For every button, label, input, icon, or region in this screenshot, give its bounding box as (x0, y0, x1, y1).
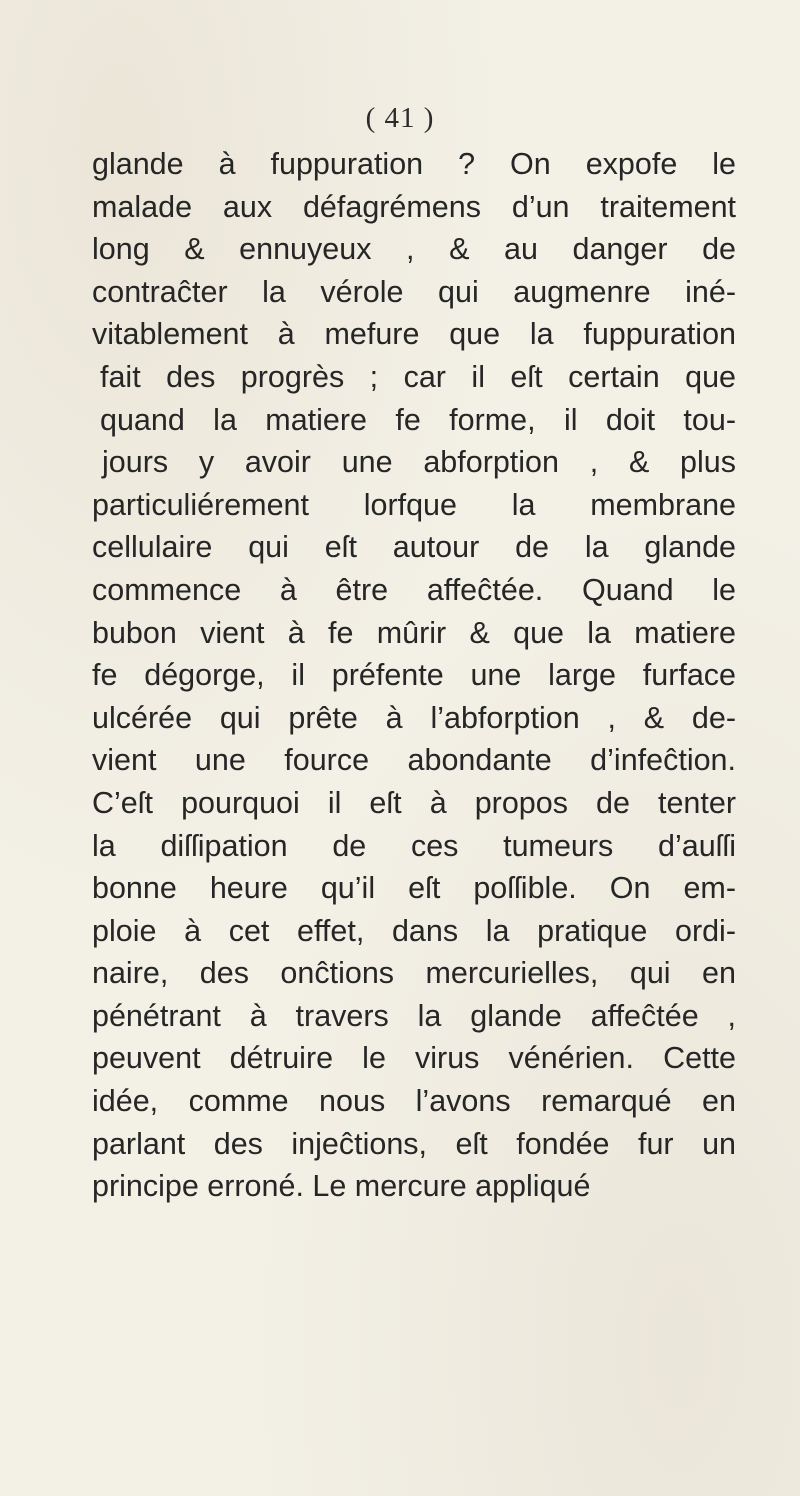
page-number: ( 41 ) (365, 102, 435, 134)
text-line: bubon vient à fe mûrir & que la matiere (92, 615, 736, 650)
text-line: naire, des onĉtions mercurielles, qui en (92, 956, 736, 991)
text-line: quand la matiere fe forme, il doit tou- (100, 402, 736, 437)
text-line: commence à être affeĉtée. Quand le (92, 572, 736, 607)
text-line: principe erroné. Le mercure appliqué (92, 1169, 591, 1204)
text-line: particuliérement lorfque la membrane (92, 487, 736, 522)
text-line: peuvent détruire le virus vénérien. Cette (92, 1041, 736, 1076)
body-text (92, 143, 736, 1208)
text-line: glande à fuppuration ? On expofe le (92, 147, 736, 181)
text-line: fe dégorge, il préfente une large furface (92, 658, 736, 693)
text-line: pénétrant à travers la glande affeĉtée , (92, 998, 736, 1033)
text-line: malade aux défagrémens d’un traitement (92, 189, 736, 224)
text-line: vitablement à mefure que la fuppuration (92, 317, 736, 352)
text-line: C’eſt pourquoi il eſt à propos de tenter (92, 785, 736, 820)
text-line: long & ennuyeux , & au danger de (92, 232, 736, 267)
text-line: parlant des injeĉtions, eſt fondée fur un (92, 1126, 736, 1161)
text-line: contraĉter la vérole qui augmenre iné- (92, 274, 736, 309)
text-line: la diſſipation de ces tumeurs d’auſſi (92, 828, 736, 863)
text-line: fait des progrès ; car il eſt certain que (100, 359, 736, 394)
text-line: bonne heure qu’il eſt poſſible. On em- (92, 871, 736, 906)
text-line: jours y avoir une abforption , & plus (102, 445, 736, 480)
text-line: idée, comme nous l’avons remarqué en (92, 1084, 736, 1119)
text-line: ulcérée qui prête à l’abforption , & de- (92, 700, 736, 735)
text-line: vient une fource abondante d’infeĉtion. (92, 743, 736, 778)
text-line: cellulaire qui eſt autour de la glande (92, 530, 736, 565)
text-line: ploie à cet effet, dans la pratique ordi- (92, 913, 736, 948)
